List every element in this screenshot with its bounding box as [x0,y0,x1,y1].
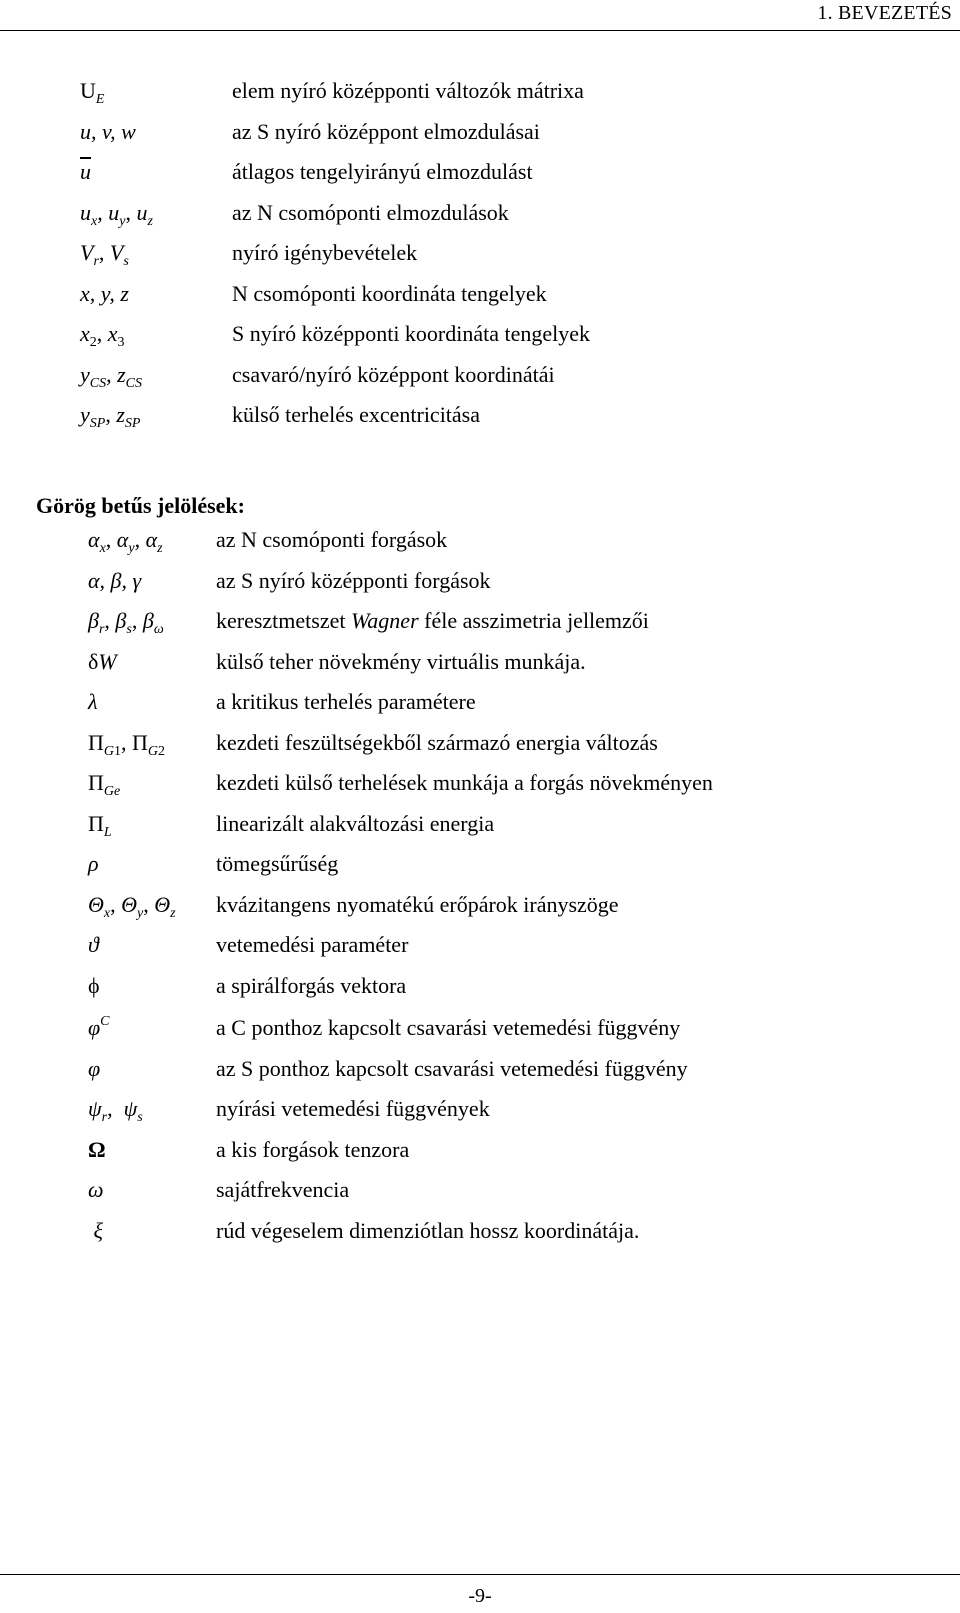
description: átlagos tengelyirányú elmozdulást [232,159,533,184]
symbol: ξ [93,1218,103,1243]
symbol: δW [88,649,117,674]
symbol: $\beta_r$, $\beta_s$, $\beta_\omega$ [88,608,164,637]
section-heading: Görög betűs jelölések: [36,493,245,518]
symbol: $\psi_r$, $\psi_s$ [88,1096,143,1125]
symbol: $U_E$ [80,78,105,107]
description: N csomóponti koordináta tengelyek [232,281,547,306]
symbol: $y_{SP}$, $z_{SP}$ [80,402,141,431]
description: tömegsűrűség [216,851,339,876]
symbol: α, β, γ [88,568,142,593]
description: az N csomóponti forgások [216,527,448,552]
description: külső terhelés excentricitása [232,402,481,427]
description: kvázitangens nyomatékú erőpárok irányszöge [216,892,619,917]
symbol: u, v, w [80,119,136,144]
description: a C ponthoz kapcsolt csavarási vetemedési függvény [216,1015,681,1040]
description: a kis forgások tenzora [216,1137,410,1162]
description: rúd végeselem dimenziótlan hossz koordinátája. [216,1218,640,1243]
description: keresztmetszet Wagner féle asszimetria jellemzői [216,608,649,633]
description: az S nyíró középpont elmozdulásai [232,119,540,144]
description: kezdeti külső terhelések munkája a forgás növekményen [216,770,713,795]
symbol: λ [88,689,98,714]
description: külső teher növekmény virtuális munkája. [216,649,586,674]
symbol: ω [88,1177,104,1202]
symbol: $V_r$, $V_s$ [80,240,129,269]
description: csavaró/nyíró középpont koordinátái [232,362,555,387]
running-head: 1. BEVEZETÉS [817,2,952,24]
description: linearizált alakváltozási energia [216,811,495,836]
footer-rule [0,1574,960,1575]
symbol: $y_{CS}$, $z_{CS}$ [80,362,143,391]
description: vetemedési paraméter [216,932,409,957]
page-number: -9- [468,1585,492,1607]
description: kezdeti feszültségekből származó energia változás [216,730,658,755]
symbol: $x_2$, $x_3$ [80,321,125,350]
symbol: Ω [88,1137,106,1162]
wagner-name: Wagner [351,608,419,633]
header-rule [0,30,960,31]
description: a spirálforgás vektora [216,973,407,998]
description: nyíró igénybevételek [232,240,418,265]
symbol: $\Pi_{G1}$, $\Pi_{G2}$ [88,730,166,759]
symbol: ϑ [88,932,99,957]
description: elem nyíró középponti változók mátrixa [232,78,584,103]
symbol: $\alpha_x$, $\alpha_y$, $\alpha_z$ [88,527,163,556]
symbol: $u_x$, $u_y$, $u_z$ [80,200,153,229]
symbol: φ [88,1056,101,1081]
description: az S nyíró középponti forgások [216,568,491,593]
symbol: $\varphi^C$ [88,1014,110,1040]
description: S nyíró középponti koordináta tengelyek [232,321,591,346]
description: sajátfrekvencia [216,1177,350,1202]
description: az S ponthoz kapcsolt csavarási vetemedési függvény [216,1056,688,1081]
symbol: ρ [88,851,99,876]
symbol: $\Theta_x$, $\Theta_y$, $\Theta_z$ [88,892,176,921]
symbol: $\Pi_L$ [88,811,112,840]
symbol: x, y, z [80,281,129,306]
description: nyírási vetemedési függvények [216,1096,490,1121]
description: az N csomóponti elmozdulások [232,200,509,225]
description: a kritikus terhelés paramétere [216,689,476,714]
symbol: $\overline{u}$ [80,159,91,184]
symbol: ϕ [88,973,100,998]
symbol: $\Pi_{Ge}$ [88,770,121,799]
